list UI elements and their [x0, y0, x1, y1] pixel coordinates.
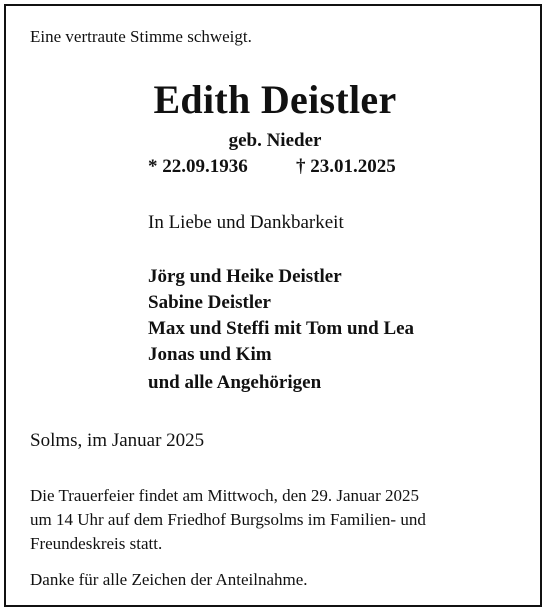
mourner-item: Jörg und Heike Deistler [148, 266, 342, 287]
deceased-name: Edith Deistler [153, 77, 397, 122]
place-date: Solms, im Januar 2025 [30, 430, 205, 451]
funeral-info-line: Freundeskreis statt. [30, 534, 163, 553]
funeral-info-line: um 14 Uhr auf dem Friedhof Burgsolms im Familien- und [30, 510, 426, 529]
mourner-item: Sabine Deistler [148, 292, 271, 313]
intro-line: Eine vertraute Stimme schweigt. [30, 27, 252, 46]
mourners-list [148, 264, 414, 396]
funeral-info-line: Die Trauerfeier findet am Mittwoch, den 29. Januar 2025 [30, 486, 420, 505]
death-date: † 23.01.2025 [296, 156, 396, 177]
dedication: In Liebe und Dankbarkeit [148, 212, 344, 233]
mourner-item: Max und Steffi mit Tom und Lea [148, 318, 415, 339]
thanks-line: Danke für alle Zeichen der Anteilnahme. [30, 570, 308, 589]
mourner-item: Jonas und Kim [148, 344, 272, 365]
maiden-name: geb. Nieder [228, 130, 322, 151]
funeral-info [30, 484, 500, 556]
birth-date: * 22.09.1936 [148, 156, 248, 177]
mourner-item: und alle Angehörigen [148, 372, 322, 393]
